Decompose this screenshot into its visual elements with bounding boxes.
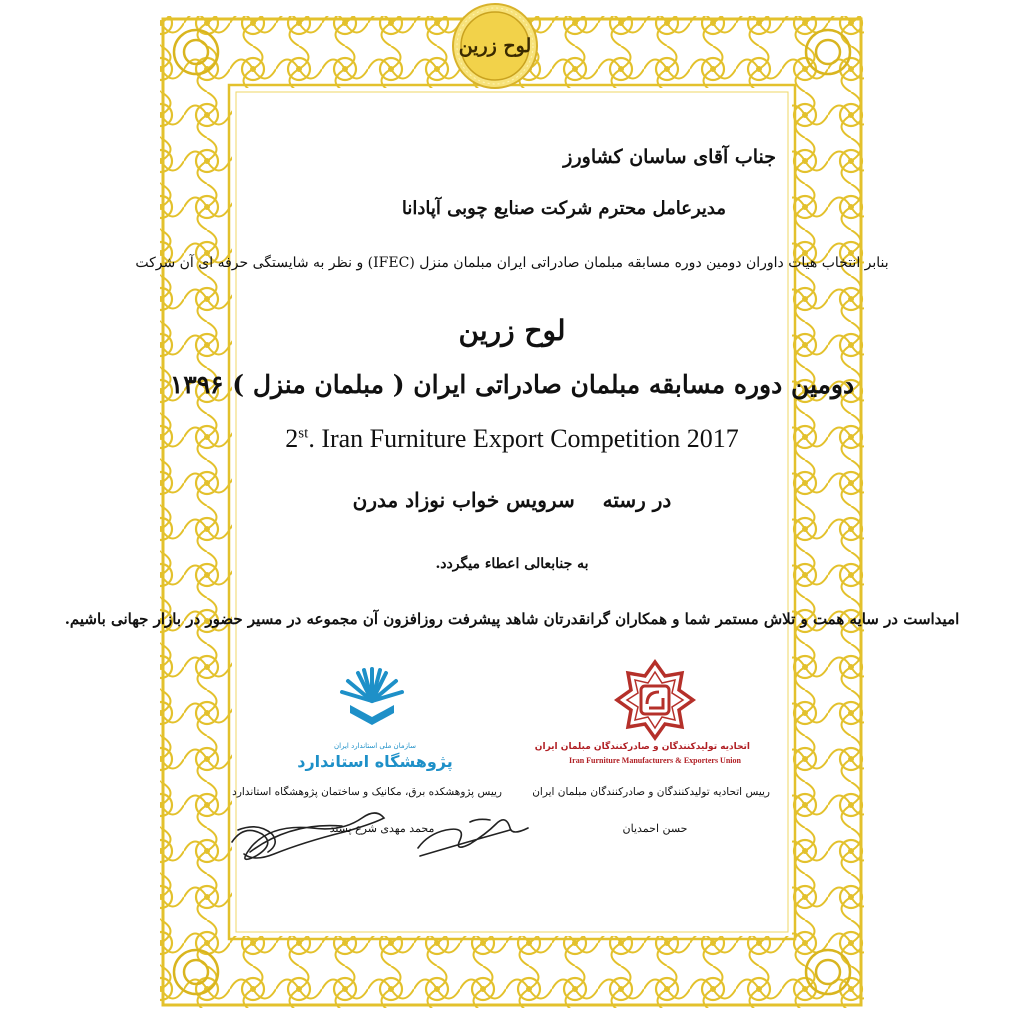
award-title: لوح زرین xyxy=(458,314,566,347)
competition-title-en: 2st. Iran Furniture Export Competition 2017 xyxy=(285,424,739,453)
right-org-name-fa: اتحادیه تولیدکنندگان و صادرکنندگان مبلمان ایران xyxy=(534,742,750,752)
closing-wish: امیداست در سایه همت و تلاش مستمر شما و همکاران گرانقدرتان شاهد پیشرفت روزافزون آن مجموعه در مسیر حضور در بازار جهانی باشیم. xyxy=(64,610,960,628)
left-signer-name: محمد مهدی شرع پسند xyxy=(329,822,435,835)
seal-label: لوح زرین xyxy=(458,35,532,57)
category-prefix: در رسته xyxy=(602,488,672,512)
granted-text: به جنابعالی اعطاء میگردد. xyxy=(435,556,589,572)
right-signer-title: رییس اتحادیه تولیدکنندگان و صادرکنندگان مبلمان ایران xyxy=(532,786,770,798)
left-org-name: پژوهشگاه استاندارد xyxy=(297,752,453,771)
left-signer-title: رییس پژوهشکده برق، مکانیک و ساختمان پژوهشگاه استاندارد xyxy=(232,786,502,798)
recipient-name: جناب آقای ساسان کشاورز xyxy=(563,146,776,168)
category-name: سرویس خواب نوزاد مدرن xyxy=(352,488,575,512)
left-org-small-caption: سازمان ملی استاندارد ایران xyxy=(334,742,416,750)
intro-text: بنابر انتخاب هیات داوران دومین دوره مسابقه مبلمان صادراتی ایران مبلمان منزل (IFEC) و نظر به شایستگی حرفه ای آن شرکت xyxy=(135,255,889,271)
competition-title-fa: دومین دوره مسابقه مبلمان صادراتی ایران ( مبلمان منزل ) ۱۳۹۶ xyxy=(169,370,855,399)
right-signer-name: حسن احمدیان xyxy=(622,822,688,835)
recipient-title: مدیرعامل محترم شرکت صنایع چوبی آپادانا xyxy=(401,198,726,219)
award-category xyxy=(0,488,1024,512)
right-org-name-en: Iran Furniture Manufacturers & Exporters Union xyxy=(569,756,741,765)
